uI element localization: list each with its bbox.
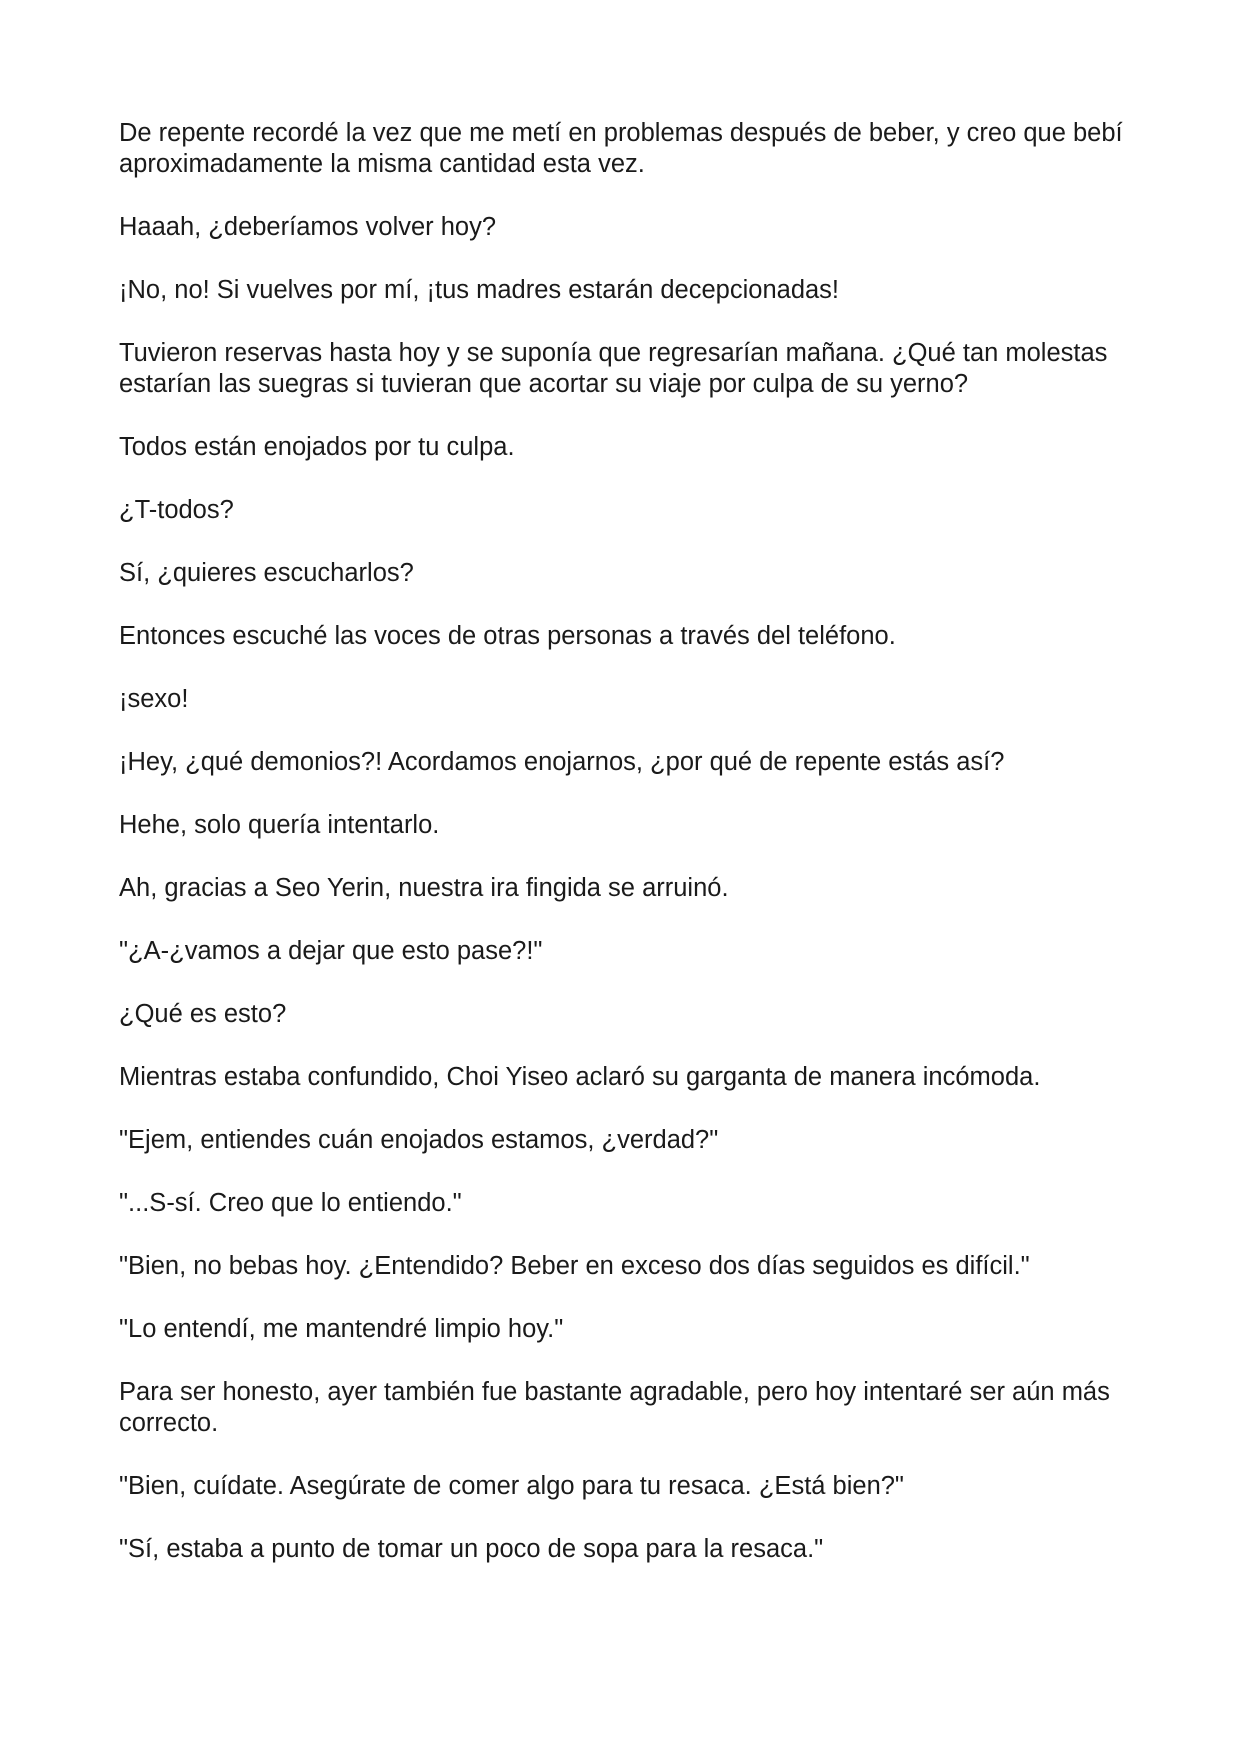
paragraph: ¿Qué es esto? bbox=[119, 1000, 287, 1028]
paragraph: Para ser honesto, ayer también fue bastante agradable, pero hoy intentaré ser aún más correcto. bbox=[119, 1378, 1110, 1437]
paragraph: Entonces escuché las voces de otras personas a través del teléfono. bbox=[119, 622, 896, 650]
paragraph: "Lo entendí, me mantendré limpio hoy." bbox=[119, 1315, 564, 1343]
paragraph: ¡sexo! bbox=[119, 685, 189, 713]
paragraph: ¡No, no! Si vuelves por mí, ¡tus madres estarán decepcionadas! bbox=[119, 276, 840, 304]
document-body bbox=[119, 118, 1129, 1597]
paragraph: ¡Hey, ¿qué demonios?! Acordamos enojarnos, ¿por qué de repente estás así? bbox=[119, 748, 1005, 776]
paragraph: Todos están enojados por tu culpa. bbox=[119, 433, 515, 461]
paragraph: Mientras estaba confundido, Choi Yiseo aclaró su garganta de manera incómoda. bbox=[119, 1063, 1041, 1091]
paragraph: Tuvieron reservas hasta hoy y se suponía que regresarían mañana. ¿Qué tan molestas estarían las suegras si tuvieran que acortar su viaje por culpa de su yerno? bbox=[119, 339, 1108, 398]
paragraph: "Bien, no bebas hoy. ¿Entendido? Beber en exceso dos días seguidos es difícil." bbox=[119, 1252, 1030, 1280]
paragraph: Ah, gracias a Seo Yerin, nuestra ira fingida se arruinó. bbox=[119, 874, 729, 902]
paragraph: "¿A-¿vamos a dejar que esto pase?!" bbox=[119, 937, 543, 965]
paragraph: "Bien, cuídate. Asegúrate de comer algo para tu resaca. ¿Está bien?" bbox=[119, 1472, 904, 1500]
paragraph: Sí, ¿quieres escucharlos? bbox=[119, 559, 414, 587]
paragraph: ¿T-todos? bbox=[119, 496, 234, 524]
paragraph: De repente recordé la vez que me metí en problemas después de beber, y creo que bebí aproximadamente la misma cantidad esta vez. bbox=[119, 119, 1123, 178]
paragraph: Haaah, ¿deberíamos volver hoy? bbox=[119, 213, 497, 241]
paragraph: "Ejem, entiendes cuán enojados estamos, ¿verdad?" bbox=[119, 1126, 719, 1154]
paragraph: Hehe, solo quería intentarlo. bbox=[119, 811, 440, 839]
paragraph: "...S-sí. Creo que lo entiendo." bbox=[119, 1189, 462, 1217]
paragraph: "Sí, estaba a punto de tomar un poco de sopa para la resaca." bbox=[119, 1535, 824, 1563]
